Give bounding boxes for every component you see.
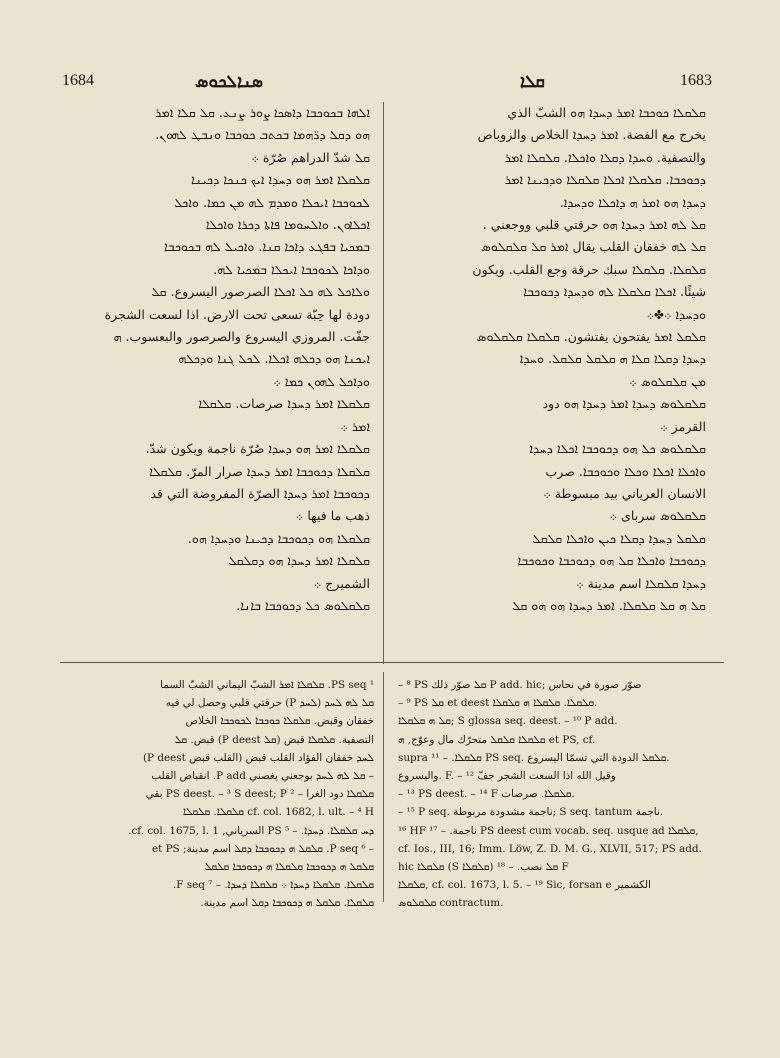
text-line: ܐܟܠܐܘܢ. ܘܐܠܚܘܡܐ ܦܐܬܐ ܕܟܪܐ ܘܐܟܠܐ [205, 217, 370, 233]
text-line: ܩܠ شدّ الدراهم صُرّة ܀ [251, 149, 370, 165]
text-line: ܩܠܩܠܘܣ ܟܠ ܕܟܘܟܒܐ ܒܐܢܐ. [236, 597, 370, 613]
text-line: القرمز ܀ [660, 418, 706, 434]
footnote-line: – ⁸ PS ܩܠ صوّر ذلك P add. hic; صوّر صورة في نحاس [398, 679, 642, 691]
text-line: ܩܠܩܠܐ ܗܘ ܕܟܘܟܒܐ ܕܟܝܢܐ ܘܕܚܕܐ ܗܘ. [187, 530, 370, 546]
footnote-line: ¹⁶ HF ناجمة. – ¹⁷ PS deest cum vocab. seq. usque ad ܩܠܩܠܐ, [398, 824, 699, 837]
text-line: ܩܠܩܠܐ ܐܡܪ ܕܚܕܐ صرصات. ܩܠܩܠܐ [198, 396, 370, 412]
text-line: ܕܚܕܐ ܗܘ ܐܡܪ ܗ ܕܐܟܠܐ ܘܕܚܕܐ. [559, 194, 706, 210]
text-line: ܩܠܩܠܘܣ ܕܚܕܐ ܐܡܪ ܕܚܕܐ ܗܘ دود [542, 396, 706, 412]
text-line: والتصفية. ܘܚܕܐ ܕܩܠܐ ܘܐܟܠܐ. ܩܠܩܠܐ ܐܡܪ [504, 149, 706, 165]
text-line: ܘܠܐܟܠ ܠܗ ܟܠ ܐܟܠܐ الصرصور اليسروع. ܩܠ [151, 284, 370, 300]
left-footnotes [62, 676, 374, 913]
footnote-line: ܠܚܕ خفقان الفؤاد القلب قبض (القلب قبض P deest) [142, 751, 374, 764]
text-line: ܕܟܘܟܒܐ ܘܐܟܠܐ ܩܠ ܗܘ ܕܟܘܟܒܐ ܘܟܘܟܒܐ [517, 553, 706, 569]
left-running-head: ܣܢܐܠܟܘܣ [195, 72, 263, 92]
text-line: ܩܠ ܗ ܩܠ ܩܠܩܠܐ. ܐܡܪ ܕܚܕܐ ܗܘ ܗܘ ܩܠ [512, 597, 706, 613]
footnote-line: supra ܩܠܩܠܐ. – ¹¹ PS seq. ܩܠܩܠ الدودة التي تسمّا اليسروع. [398, 751, 670, 764]
text-line: ܩܠ ܠܗ خفقان القلب يقال ܐܡܪ ܩܠ ܩܠܩܠܘܣ [480, 239, 706, 255]
text-line: ܠܟܘܟܒܐ ܐܝܟܠܐ ܘܡܕܡ ܠܗ ܡܢ ܟܡܐ. ܘܐܟܠ [174, 194, 370, 210]
footnote-line: ܩܠܩܠܐ, cf. col. 1673, l. 5. – ¹⁹ Sic, forsan e الكشمير [398, 879, 651, 892]
text-line: ܩܠܩܠܘܣ ܟܠ ܗܘ ܕܟܘܟܒܐ ܐܟܠܐ ܕܚܕܐ [529, 441, 706, 457]
footnote-line: – ¹³ PS deest. – ¹⁴ F ܩܠܩܠܐ. صرصات. [398, 788, 575, 801]
footnote-line: cf. Ios., III, 16; Imm. Löw, Z. D. M. G., XLVII, 517; PS add. [398, 842, 702, 855]
right-text-column [396, 102, 706, 617]
text-line: ܕܚܕܐ ܩܠܩܠܐ اسم مدينة ܀ [576, 575, 706, 591]
footnote-line: ܩܠ ܠܗ ܠܚܕ (ܠܚܕ P) حرقتي قلبي وحصل لي فيه [165, 697, 374, 710]
footnote-line: خفقان وقبض. ܩܠܩܠܐ ܟܘܟܒܐ ܠܟܘܟܒܐ الخلاص [185, 715, 374, 728]
text-line: ܗܘ ܕܩܠ ܕܪ̈ܗܡܐ ܒܟܬܒ ܟܘܟܒܐ ܘܢܒܛ ܠܗܘܢ. [155, 127, 370, 143]
text-line: الانسان العرياني بيد مبسوطة ܀ [543, 485, 706, 501]
column-divider [383, 102, 384, 664]
text-line: ܐܠܗܐ ܒܟܘܟܒܐ ܕܐܣܟܐ ܨܘܪ ܨܢܥ. ܩܠ ܩܠܐ ܐܡܪ [155, 105, 370, 120]
footnote-separator [60, 662, 724, 663]
text-line: يخرج مع الفضة. ܐܡܪ ܕܚܕܐ الخلاص والزوباص [477, 127, 706, 143]
text-line: ܕܟܘܟܒܐ. ܩܠܩܠܐ ܐܟܠܐ ܩܠܩܠܐ ܘܕܟܝܢܐ ܐܡܪ [504, 172, 706, 188]
text-line: ܡܢ ܩܠܩܠܘܣ ܀ [629, 373, 706, 389]
text-line: ܩܠܩܠܐ ܐܡܪ ܗܘ ܕܚܕܐ ܐܝܟ ܟܢܟܐ ܕܟܝܢܐ [191, 172, 370, 188]
text-line: ܩܠܩܠܐ ܐܡܪ ܗܘ ܕܚܕܐ صُرّة ناجمة ويكون شدّ. [145, 441, 370, 457]
footnote-line: – ⁹ PS ܩܠ et deest ܩܠܩܠܐ. ܩܠܩܠܐ ܗ ܩܠܩܠܐ. [398, 697, 598, 710]
footnote-line: – ܩܠ ܠܗ ܠܚܕ بوجعني يغصني P add. انقباض القلب [151, 770, 374, 783]
footnote-line: ܩܠܩܠܐ دود الغرا – ² PS deest. – ³ S deest; P بقي [145, 788, 374, 801]
footnote-line: التصفية. ܩܠܩܠܐ قبض (ܩܠ P deest) قبض. ܩܠ [174, 733, 374, 746]
text-line: ܘܕܐܟܐ ܠܟܘܟܒܐ ܐܝܟܠܐ ܒܡܟܝܐ ܠܗ. [213, 261, 370, 277]
footnote-line: ܩܠ ܗ ܩܠܩܠܐ; S glossa seq. deest. – ¹⁰ P add. [398, 715, 618, 728]
text-line: ذهب ما فيها ܀ [295, 508, 370, 524]
footnote-line: hic ܩܠܩܠܐ (S ܩܠܩܠܐ) ܩܠ نصب. – ¹⁸ F [398, 861, 569, 874]
text-line: ܕܟܘܟܒܐ ܐܡܪ ܕܚܕܐ الصرّة المفروضة التي قد [150, 485, 370, 501]
text-line: ܩܠ ܠܗ ܐܡܪ ܕܚܕܐ ܗܘ حرقتي قلبي ووجعني . [482, 217, 706, 233]
footnote-line: ܩܠܩܠܘܣ contractum. [398, 897, 504, 910]
footnote-line: ܩܠܩܠܐ ܩܠܩܠ متحرّك مال وعوّج, ܗ et PS, cf. [398, 733, 596, 746]
text-line: شيئًا. ܐܟܠܐ ܩܠܩܠܐ ܠܗ ܘܕܚܕܐ ܕܟܘܟܒܐ [523, 284, 706, 300]
footnote-line: cf. col. 1682, l. ult. – ⁴ H ܩܠܩܠܐ. ܩܠܩܠܐ [182, 806, 374, 819]
footnote-column-divider [383, 672, 384, 902]
text-line: ܘܕܐܟܠ ܠܗܘܢ ܟܡܐ ܀ [273, 373, 370, 389]
text-line: ܘܕܚܕܐ ܀✤܀ [646, 306, 706, 322]
text-line: ܩܠܩܠܐ ܕܟܘܟܒܐ ܐܡܪ ܕܚܕܐ صرار المرّ. ܩܠܩܠܐ [149, 463, 370, 479]
text-line: ܐܡܪ ܀ [340, 418, 370, 434]
right-page-number: 1683 [680, 72, 712, 89]
text-line: ܩܠܩܠܘܣ سرباى ܀ [609, 508, 706, 524]
footnote-line: – ¹⁵ P seq. ناجمة مشدودة مربوطة; S seq. tantum ناجمة. [398, 806, 664, 819]
text-line: جفّت. المروزي اليسروع والصرصور والبعسوب. ܗ [113, 329, 370, 345]
text-line: ܩܠܩܠܐ ܟܘܟܒܐ ܐܡܪ ܕܚܕܐ ܗܘ الشبّ الذي [507, 105, 706, 120]
text-line: ܘܐܟܠܐ ܐܟܠܐ ܘܟܠܐ ܘܟܘܟܒܐ. صرب [545, 463, 706, 479]
right-footnotes [398, 676, 710, 913]
footnote-line: واليسروع. F. – ¹² وقيل الله اذا السعت الشجر جفّ [398, 770, 616, 783]
text-line: ܩܠܩܠܐ. ܩܠܩܠܐ سبك حرقة وجع القلب. ويكون [472, 261, 706, 277]
footnote-line: ܩܠܩܠܐ. ܩܠܩܠ ܗ ܕܟܘܟܒܐ ܕܩܠ اسم مدينة. [200, 897, 374, 910]
footnote-line: ܩܠܩܠ ܗ ܕܟܘܟܒܐ ܩܠܩܠܐ ܗ ܕܟܘܟܒܐ ܩܠܩܠ [204, 861, 374, 874]
text-line: دودة لها حِبّة تسعى تحت الارض. اذا لسعت الشجرة [104, 306, 370, 322]
text-line: ܐܝܟܢܐ ܗܘ ܕܟܠܗ ܐܟܠܐ. ܠܟܠ ܓܢܐ ܘܕܟܠܗ [178, 351, 370, 367]
footnote-line: – ⁶ P seq. ܩܠܩܠ ܗ ܕܟܘܟܒܐ ܕܩܠ اسم مدينة; et PS [151, 842, 374, 855]
text-line: ܒܡܟܝܐ ܒܦܓܥ ܕܐܟܐ ܩܢܐ. ܘܐܟܝܠ ܠܗ ܒܟܘܟܒܐ [164, 239, 370, 255]
text-line: ܩܠܩܠ ܐܡܪ يفتحون يفتشون. ܩܠܩܠܐ ܩܠܩܠܘܣ [476, 329, 706, 345]
page-header [60, 72, 720, 98]
footnote-line: ܕܚ ܩܠܩܠܐ. ܕܚܕܐ. – ⁵ PS السرياني, cf. col. 1675, l. 1. [128, 824, 374, 837]
footnote-line: ܩܠܩܠܐ. ܩܠܩܠܐ ܕܚܕܐ ܀ ܩܠܩܠܐ ܕܚܕܐ. – ⁷ F seq. [172, 879, 374, 892]
text-line: الشميرج ܀ [313, 575, 370, 591]
right-running-head: ܩܠܐ [520, 72, 545, 92]
text-line: ܩܠܩܠܐ ܐܡܪ ܕܚܕܐ ܗܘ ܕܩܠܩܠ [228, 553, 370, 569]
left-page-number: 1684 [62, 72, 94, 89]
footnote-line: ¹ PS seq. ܩܠܩܠܐ ܐܡܪ الشبّ اليماني الشبّ السما [160, 679, 374, 691]
left-text-column [60, 102, 370, 617]
text-line: ܩܠܩܠ ܕܚܕܐ ܕܩܠܐ ܟܝܢ ܘܐܟܠܐ ܩܠܩܠ [532, 530, 706, 546]
text-line: ܕܚܕܐ ܕܩܠܐ ܩܠܐ ܗ ܩܠܩܠ ܩܠܩܠ. ܘܚܕܐ [519, 351, 706, 367]
